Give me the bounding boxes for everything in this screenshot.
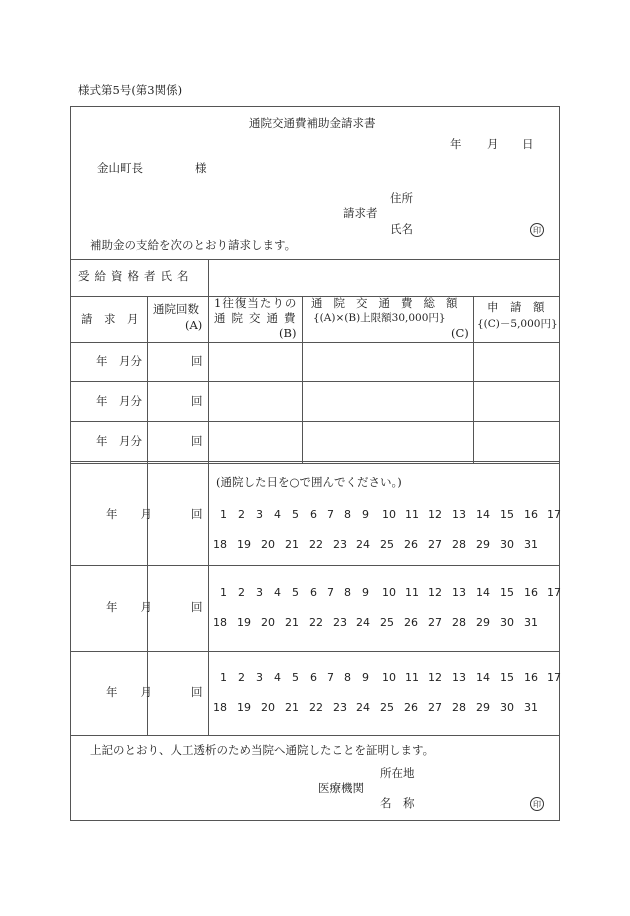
- calendar-day[interactable]: 14: [476, 508, 490, 521]
- form-number: 様式第5号(第3関係): [78, 83, 183, 97]
- calendar-day[interactable]: 24: [356, 701, 370, 714]
- request-text: 補助金の支給を次のとおり請求します。: [90, 238, 297, 252]
- divider: [208, 463, 209, 735]
- divider: [70, 342, 560, 343]
- divider: [208, 259, 209, 296]
- certification-text: 上記のとおり、人工透析のため当院へ通院したことを証明します。: [90, 743, 435, 757]
- divider: [70, 735, 560, 736]
- date-day[interactable]: 日: [522, 137, 534, 151]
- header-total-2: {(A)×(B)上限額30,000円}: [313, 312, 446, 324]
- divider: [70, 463, 560, 464]
- calendar-row-month[interactable]: 年 月: [106, 600, 152, 614]
- calendar-day[interactable]: 4: [274, 586, 281, 599]
- calendar-day[interactable]: 5: [292, 586, 299, 599]
- addressee-sama: 様: [195, 161, 207, 175]
- divider: [70, 421, 560, 422]
- certification-location-label: 所在地: [380, 766, 415, 780]
- calendar-day[interactable]: 25: [380, 701, 394, 714]
- calendar-day[interactable]: 16: [524, 586, 538, 599]
- header-fare: 1往復当たりの: [214, 296, 298, 310]
- calendar-day[interactable]: 16: [524, 671, 538, 684]
- calendar-day[interactable]: 11: [405, 586, 419, 599]
- calendar-day[interactable]: 30: [500, 538, 514, 551]
- date-year[interactable]: 年: [450, 137, 462, 151]
- calendar-day[interactable]: 13: [452, 671, 466, 684]
- calendar-day[interactable]: 9: [362, 508, 369, 521]
- calendar-day[interactable]: 21: [285, 616, 299, 629]
- calendar-day[interactable]: 27: [428, 538, 442, 551]
- calendar-day[interactable]: 12: [428, 586, 442, 599]
- calendar-day[interactable]: 21: [285, 701, 299, 714]
- calendar-day[interactable]: 12: [428, 671, 442, 684]
- calendar-day[interactable]: 31: [524, 538, 538, 551]
- divider: [70, 461, 560, 462]
- calendar-note: (通院した日を○で囲んでください。): [216, 475, 402, 489]
- calendar-day[interactable]: 18: [213, 538, 227, 551]
- calendar-day[interactable]: 31: [524, 616, 538, 629]
- header-month: 請 求 月: [81, 312, 139, 326]
- calendar-day[interactable]: 10: [382, 671, 396, 684]
- calendar-day[interactable]: 15: [500, 586, 514, 599]
- calendar-day[interactable]: 12: [428, 508, 442, 521]
- calendar-day[interactable]: 9: [362, 671, 369, 684]
- calendar-day[interactable]: 6: [310, 508, 317, 521]
- calendar-day[interactable]: 26: [404, 538, 418, 551]
- claimant-address-label: 住所: [390, 191, 413, 205]
- calendar-day[interactable]: 30: [500, 616, 514, 629]
- calendar-row-visits[interactable]: 回: [191, 600, 203, 614]
- calendar-day[interactable]: 1: [220, 586, 227, 599]
- claimant-name-label: 氏名: [390, 222, 413, 236]
- calendar-day[interactable]: 11: [405, 508, 419, 521]
- calendar-day[interactable]: 10: [382, 508, 396, 521]
- calendar-day[interactable]: 23: [333, 538, 347, 551]
- calendar-day[interactable]: 25: [380, 538, 394, 551]
- calendar-day[interactable]: 26: [404, 616, 418, 629]
- calendar-day[interactable]: 4: [274, 671, 281, 684]
- divider: [70, 259, 560, 260]
- calendar-row-month[interactable]: 年 月: [106, 685, 152, 699]
- calendar-day[interactable]: 20: [261, 616, 275, 629]
- calendar-day[interactable]: 16: [524, 508, 538, 521]
- calendar-day[interactable]: 17: [547, 508, 561, 521]
- calendar-day[interactable]: 14: [476, 671, 490, 684]
- calendar-day[interactable]: 1: [220, 671, 227, 684]
- divider: [70, 381, 560, 382]
- calendar-day[interactable]: 29: [476, 538, 490, 551]
- calendar-day[interactable]: 18: [213, 616, 227, 629]
- calendar-day[interactable]: 23: [333, 701, 347, 714]
- divider: [473, 296, 474, 463]
- header-claim-2: {(C)－5,000円}: [477, 318, 558, 330]
- calendar-day[interactable]: 14: [476, 586, 490, 599]
- calendar-day[interactable]: 3: [256, 671, 263, 684]
- calendar-row-visits[interactable]: 回: [191, 507, 203, 521]
- calendar-day[interactable]: 15: [500, 508, 514, 521]
- summary-row-month[interactable]: 年 月分: [96, 354, 142, 368]
- calendar-day[interactable]: 7: [327, 586, 334, 599]
- eligible-name-label: 受給資格者氏名: [78, 269, 194, 283]
- certification-institution-label: 医療機関: [318, 781, 364, 795]
- calendar-day[interactable]: 19: [237, 616, 251, 629]
- summary-row-visits[interactable]: 回: [191, 354, 203, 368]
- calendar-day[interactable]: 6: [310, 586, 317, 599]
- calendar-day[interactable]: 11: [405, 671, 419, 684]
- calendar-day[interactable]: 27: [428, 616, 442, 629]
- divider: [208, 296, 209, 463]
- calendar-day[interactable]: 10: [382, 586, 396, 599]
- header-claim: 申 請 額: [487, 300, 545, 314]
- divider: [302, 296, 303, 463]
- calendar-day[interactable]: 8: [344, 508, 351, 521]
- calendar-day[interactable]: 31: [524, 701, 538, 714]
- header-visits-a: (A): [185, 318, 203, 332]
- summary-row-month[interactable]: 年 月分: [96, 434, 142, 448]
- calendar-day[interactable]: 24: [356, 616, 370, 629]
- form-title: 通院交通費補助金請求書: [249, 116, 376, 130]
- calendar-day[interactable]: 3: [256, 586, 263, 599]
- calendar-day[interactable]: 17: [547, 671, 561, 684]
- calendar-day[interactable]: 28: [452, 538, 466, 551]
- calendar-day[interactable]: 8: [344, 586, 351, 599]
- calendar-day[interactable]: 24: [356, 538, 370, 551]
- calendar-day[interactable]: 8: [344, 671, 351, 684]
- calendar-day[interactable]: 20: [261, 538, 275, 551]
- calendar-row-visits[interactable]: 回: [191, 685, 203, 699]
- calendar-day[interactable]: 27: [428, 701, 442, 714]
- divider: [70, 651, 560, 652]
- calendar-day[interactable]: 7: [327, 508, 334, 521]
- calendar-day[interactable]: 23: [333, 616, 347, 629]
- date-month[interactable]: 月: [487, 137, 499, 151]
- calendar-row-month[interactable]: 年 月: [106, 507, 152, 521]
- calendar-day[interactable]: 22: [309, 538, 323, 551]
- calendar-day[interactable]: 13: [452, 508, 466, 521]
- calendar-day[interactable]: 28: [452, 701, 466, 714]
- calendar-day[interactable]: 2: [238, 586, 245, 599]
- calendar-day[interactable]: 21: [285, 538, 299, 551]
- calendar-day[interactable]: 19: [237, 538, 251, 551]
- claimant-seal-icon: 印: [530, 223, 544, 237]
- calendar-day[interactable]: 17: [547, 586, 561, 599]
- calendar-day[interactable]: 4: [274, 508, 281, 521]
- calendar-day[interactable]: 3: [256, 508, 263, 521]
- calendar-day[interactable]: 2: [238, 508, 245, 521]
- calendar-day[interactable]: 22: [309, 701, 323, 714]
- summary-row-visits[interactable]: 回: [191, 434, 203, 448]
- header-fare-b: (B): [279, 326, 297, 340]
- calendar-day[interactable]: 29: [476, 616, 490, 629]
- header-fare-2: 通院交通費: [214, 311, 302, 325]
- calendar-day[interactable]: 26: [404, 701, 418, 714]
- calendar-day[interactable]: 20: [261, 701, 275, 714]
- calendar-day[interactable]: 15: [500, 671, 514, 684]
- header-visits: 通院回数: [153, 302, 199, 316]
- certification-seal-icon: 印: [530, 797, 544, 811]
- calendar-day[interactable]: 19: [237, 701, 251, 714]
- divider: [70, 565, 560, 566]
- calendar-day[interactable]: 6: [310, 671, 317, 684]
- calendar-day[interactable]: 9: [362, 586, 369, 599]
- header-total: 通院交通費総額: [311, 296, 469, 310]
- calendar-day[interactable]: 18: [213, 701, 227, 714]
- eligible-name-field[interactable]: [212, 264, 556, 290]
- calendar-day[interactable]: 28: [452, 616, 466, 629]
- calendar-day[interactable]: 13: [452, 586, 466, 599]
- addressee-mayor: 金山町長: [97, 161, 143, 175]
- calendar-day[interactable]: 29: [476, 701, 490, 714]
- certification-name-label: 名 称: [380, 796, 415, 810]
- calendar-day[interactable]: 25: [380, 616, 394, 629]
- claimant-label: 請求者: [343, 206, 378, 220]
- summary-row-month[interactable]: 年 月分: [96, 394, 142, 408]
- calendar-day[interactable]: 2: [238, 671, 245, 684]
- divider: [147, 296, 148, 463]
- header-total-c: (C): [451, 326, 469, 340]
- calendar-day[interactable]: 5: [292, 671, 299, 684]
- calendar-day[interactable]: 5: [292, 508, 299, 521]
- summary-row-visits[interactable]: 回: [191, 394, 203, 408]
- calendar-day[interactable]: 30: [500, 701, 514, 714]
- calendar-day[interactable]: 1: [220, 508, 227, 521]
- calendar-day[interactable]: 7: [327, 671, 334, 684]
- calendar-day[interactable]: 22: [309, 616, 323, 629]
